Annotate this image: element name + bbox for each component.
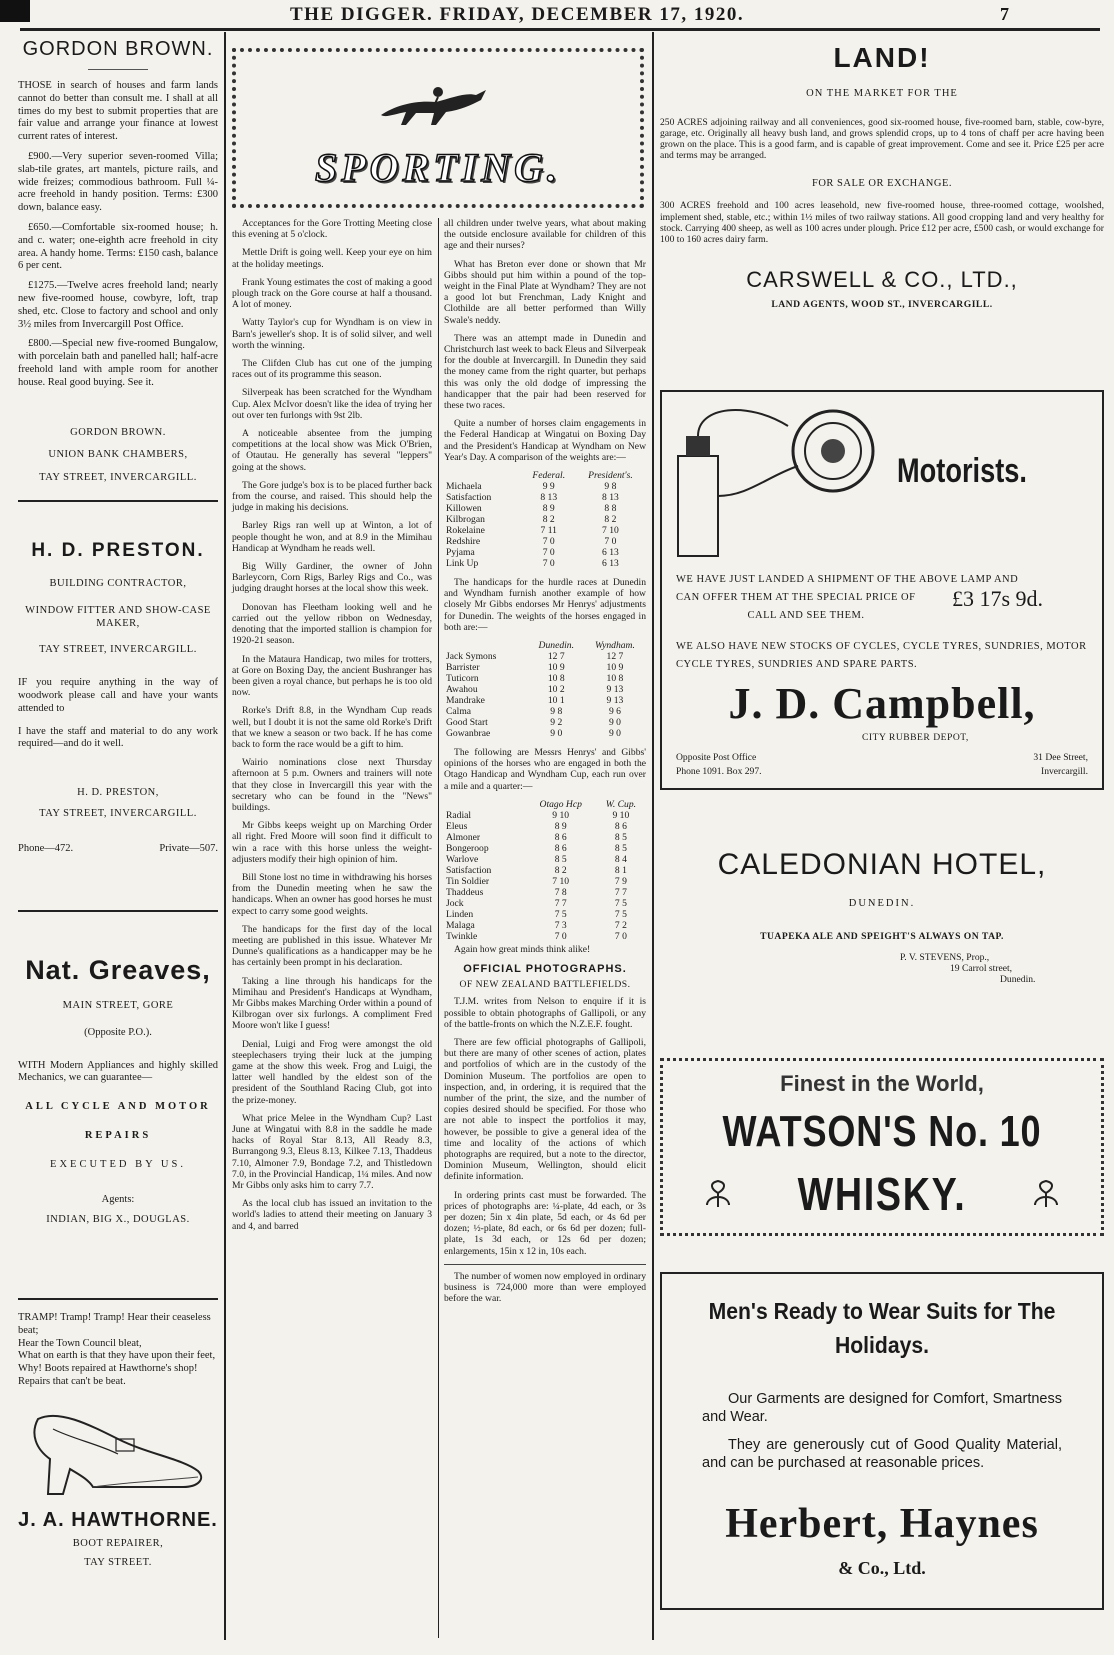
campbell-right1: 31 Dee Street, [1033,752,1088,763]
thistle-icon [703,1179,733,1209]
photographs-p1: T.J.M. writes from Nelson to enquire if it is possible to obtain photographs of Gallipoli, or any of the battle-fronts on which the N.Z.E.F. fought. [444,996,646,1030]
gordon-item-3: £1275.—Twelve acres freehold land; nearly new five-roomed house, cowbyre, loft, trap shed, etc. Close to factory and school and only 3½ miles from Invercargill Post Office. [18,280,218,330]
t1-header-0 [444,470,523,481]
caledonian-prop1: P. V. STEVENS, Prop., [900,952,990,963]
hawthorne-heading: J. A. HAWTHORNE. [18,1508,218,1531]
table-row: Pyjama 7 0 6 13 [446,547,619,559]
sporting-banner [232,48,644,208]
watsons-ad [660,1058,1104,1236]
sporting-par-12: In the Mataura Handicap, two miles for trotters, at Gore on Boxing Day, the ancient Bushranger has been given a royal chance, but perhaps he is too old now. [232,653,432,699]
preston-private: Private—507. [159,842,218,854]
sporting-par-3: Frank Young estimates the cost of making a good plough track on the Gore course at half a thousand. A lot of money. [232,276,432,311]
caledonian-city: DUNEDIN. [848,898,916,909]
table-row: Malaga 7 3 7 2 [446,919,627,931]
t1-header-1: Federal. [532,470,566,482]
t2-header-0 [444,640,529,651]
gordon-item-1: £900.—Very superior seven-roomed Villa; slab-tile grates, art mantels, picture rails, and wide freizes; commodious bathroom. Full ¼-acre freehold in handy position. Terms: £300 down, balance easy. [18,150,218,214]
land-subheading: ON THE MARKET FOR THE [806,88,958,99]
hawthorne-verse-4: Why! Boots repaired at Hawthorne's shop! [18,1363,198,1375]
gordon-sign-addr2: TAY STREET, INVERCARGILL. [39,472,197,484]
campbell-price: £3 17s 9d. [952,586,1044,611]
carswell-heading: CARSWELL & CO., LTD., [746,267,1018,293]
table-row: Twinkle 7 0 7 0 [446,930,627,942]
table-row: Rokelaine 7 11 7 10 [446,525,619,537]
preston-phone: Phone—472. [18,842,74,854]
greaves-line7: INDIAN, BIG X., DOUGLAS. [46,1214,190,1226]
horse-racing-icon [376,80,496,130]
weights-table-1 [444,470,646,569]
greaves-line4: REPAIRS [84,1129,152,1141]
photographs-subheading: OF NEW ZEALAND BATTLEFIELDS. [459,979,631,991]
t2-header-2: Wyndham. [594,640,635,652]
sporting-par-19: Denial, Luigi and Frog were amongst the old steeplechasers trying their luck at the jumping game at the show this week. Frog and Luigi, the latter well handled by the eldest son of the president of the Southland Racing Club, got into the prize-money. [232,1038,432,1106]
campbell-right2: Invercargill. [1041,766,1088,777]
sporting-par-21: As the local club has issued an invitation to the world's ladies to attend their meeting on January 3 and 4, and barred [232,1198,432,1232]
thistle-icon [1031,1179,1061,1209]
haynes-name: Herbert, Haynes [725,1501,1039,1547]
page-number: 7 [1000,4,1009,24]
table-row: Good Start 9 2 9 0 [446,717,621,729]
table-row: Awahou 10 2 9 13 [446,684,624,696]
gordon-brown-heading: GORDON BROWN. [22,38,214,60]
land-p2: 300 ACRES freehold and 100 acres leasehold, new five-roomed house, three-roomed cottage, woolshed, implement shed, stable, etc.; within 1½ miles of two railway stations. All good cropping land and very healthy for stock. Carrying 400 sheep, as well as 100 acres under plough. Price £12 per acre, £500 cash, or would exchange for 100 to 160 acres dairy farm. [660,200,1104,246]
table-row: Redshire 7 0 7 0 [446,536,617,548]
campbell-l2: CAN OFFER THEM AT THE SPECIAL PRICE OF [676,592,916,603]
t3-header-2: W. Cup. [605,798,637,810]
column-rule-2 [652,32,654,1640]
watsons-top: Finest in the World, [780,1071,984,1096]
greaves-line1: MAIN STREET, GORE [62,1000,174,1011]
caledonian-prop3: Dunedin. [1000,974,1036,986]
women-employed-note: The number of women now employed in ordinary business is 724,000 more than were employed before the war. [444,1270,646,1305]
photographs-p3: In ordering prints cast must be forwarded. The prices of photographs are: ¼-plate, 4d each, or 3s per dozen; 5in x 4in plate, 5d each, or 4s 6d per dozen; ½-plate, 8d each, or 6s 6d per dozen; full-plate, 1s 3d each, or 12s 6d per dozen; enlargements, 15in x 12 in, 10s each. [444,1189,646,1257]
table-row: Bongeroop 8 6 8 5 [446,842,627,854]
watsons-bot: WHISKY. [797,1168,967,1220]
gordon-item-4: £800.—Special new five-roomed Bungalow, with porcelain bath and panelled hall; half-acre freehold land with ample room for another house. Real good buying. See it. [18,338,218,388]
shoe-illustration [18,1399,218,1499]
table-row: Gowanbrae 9 0 9 0 [446,728,621,740]
preston-line2: WINDOW FITTER AND SHOW-CASE MAKER, [25,604,211,629]
sporting-par-11: Donovan has Fleetham looking well and he carried out the yellow ribbon on Wednesday, denoting that the imported stallion is champion for 1920-21 season. [232,601,432,647]
caledonian-line: TUAPEKA ALE AND SPEIGHT'S ALWAYS ON TAP. [760,930,1004,942]
sporting-b-p7: Again how great minds think alike! [454,943,591,955]
hawthorne-verse-5: Repairs that can't be beat. [18,1375,126,1387]
table-row: Eleus 8 9 8 6 [446,820,627,832]
preston-line3: TAY STREET, INVERCARGILL. [39,644,197,656]
land-subheading-2: FOR SALE OR EXCHANGE. [811,177,952,189]
campbell-left1: Opposite Post Office [676,752,757,763]
caledonian-prop2: 19 Carrol street, [950,963,1013,975]
sporting-par-9: Barley Rigs ran well up at Winton, a lot of people thought he won, and at 8.9 in the Mimihau Handicap at Wyndham he reads well. [232,520,432,554]
sporting-column-b [444,218,646,1311]
table-row: Almoner 8 6 8 5 [446,831,627,843]
sporting-par-8: The Gore judge's box is to be placed further back from the course, and raised. This should help the judge in making his decisions. [232,479,432,514]
haynes-p2: They are generously cut of Good Quality Material, and can be purchased at reasonable prices. [702,1437,1062,1471]
sporting-par-16: Bill Stone lost no time in withdrawing his horses from the Dunedin meeting when he saw the handicaps. When an owner has good horses he must expect to carry some good weights. [232,871,432,917]
sporting-par-15: Mr Gibbs keeps weight up on Marching Order all right. Fred Moore will soon find it difficult to win a race with this horse unless the weight-adjusters modify their high opinion of him. [232,820,432,865]
sporting-b-p5: The handicaps for the hurdle races at Dunedin and Wyndham furnish another example of how closely Mr Gibbs endorses Mr Henrys' adjustments for Dunedin. The weights of the horses engaged in both are:— [444,577,646,633]
sporting-par-18: Taking a line through his handicaps for the Mimihau and President's Handicaps at Wyndham, Mr Gibbs makes Marching Order within a pound of Kilbrogan over six furlongs. A compliment Fred Moore won't like I guess! [232,975,432,1032]
caledonian-heading: CALEDONIAN HOTEL, [717,848,1047,881]
masthead-rule [20,28,1100,31]
haynes-sub: & Co., Ltd. [838,1558,926,1578]
sporting-par-4: Watty Taylor's cup for Wyndham is on view in Barn's jeweller's shop. It is of solid silver, and well worth the winning. [232,317,432,351]
land-heading: LAND! [833,42,931,73]
campbell-l4: WE ALSO HAVE NEW STOCKS OF CYCLES, CYCLE TYRES, SUNDRIES, MOTOR CYCLE TYRES, SUNDRIES AND SPARE PARTS. [676,641,1087,670]
greaves-ad [18,955,218,1227]
gordon-intro: THOSE in search of houses and farm lands cannot do better than consult me. I shall at all times do my best to submit properties that are fair value and arrange your finance at lowest current rates of interest. [18,80,218,143]
land-p1: 250 ACRES adjoining railway and all conveniences, good six-roomed house, five-roomed barn, stable, cow-byre, garage, etc. Originally all heavy bush land, and grows splendid crops, up to 4 tons of chaff per acre having been grown on the place. This is a good farm, and is capable of great improvement. Come and see it. Price £25 per acre and terms may be arranged. [660,116,1104,162]
sporting-b-p2: What has Breton ever done or shown that Mr Gibbs should put him within a pound of the top-weight in the Final Plate at Wyndham? They are not a good lot but Frenchman, Lady Knight and Clothilde are all better performed than Willy Swale's neddy. [444,258,646,326]
sporting-column-a [232,218,432,1239]
t3-header-0 [444,799,526,810]
campbell-l3: CALL AND SEE THEM. [747,610,865,621]
sporting-b-p3: There was an attempt made in Dunedin and Christchurch last week to back Eleus and Silverpeak for the double at Invercargill. In Dunedin they said the money came from the right quarter, but perhaps this was only the old dodge of impressing the handicapper that the pair had been reserved for these two races. [444,332,646,412]
sporting-title: SPORTING. [314,145,562,190]
sporting-inner-rule [438,218,439,1638]
table-row: Tin Soldier 7 10 7 9 [446,875,627,887]
table-row: Radial 9 10 9 10 [446,809,630,821]
column-rule-1 [224,32,226,1640]
sporting-par-7: A noticeable absentee from the jumping competitions at the local show was Mick O'Brien, of Otautau. He generally has several "leppers" going at the shows. [232,428,432,473]
hawthorne-line1: BOOT REPAIRER, [72,1537,164,1549]
campbell-l1: WE HAVE JUST LANDED A SHIPMENT OF THE ABOVE LAMP AND [676,574,1019,585]
corner-mark [0,0,30,22]
table-row: Linden 7 5 7 5 [446,908,627,920]
masthead [0,0,1114,28]
gordon-item-2: £650.—Comfortable six-roomed house; h. and c. water; one-eighth acre freehold in city area. A handy home. Terms: £150 cash, balance 6 per cent. [18,221,218,272]
greaves-line3: ALL CYCLE AND MOTOR [25,1101,211,1113]
t1-header-2: President's. [588,470,633,482]
campbell-left2: Phone 1091. Box 297. [676,766,762,777]
table-row: Barrister 10 9 10 9 [446,662,624,674]
table-row: Warlove 8 5 8 4 [446,853,627,865]
sporting-par-2: Mettle Drift is going well. Keep your eye on him at the holiday meetings. [232,247,432,270]
sporting-par-5: The Clifden Club has cut one of the jumping races out of its programme this season. [232,358,432,381]
table-row: Calma 9 8 9 6 [446,706,621,718]
caledonian-ad [660,848,1104,986]
table-row: Killowen 8 9 8 8 [446,503,617,515]
photographs-p2: There are few official photographs of Gallipoli, but there are many of other scenes of action, plates and portfolios of which are in the custody of the Dominion Museum. The portfolios are open to inspection, and, in ordering, it is required that the number of the print, the size, and the number of copies desired should be specified. For those who are not able to inspect the portfolios it may, however, be possible to give a general idea of the time and locality of the actions of which photographs are required, but a note to the director, Dominion Museum, Wellington, should elicit definite information. [444,1036,646,1183]
sporting-b-intro: all children under twelve years, what about making the outside enclosure available for children of this age and their nurses? [444,218,646,252]
preston-sign-name: H. D. PRESTON, [77,787,159,799]
table-row: Satisfaction 8 2 8 1 [446,864,627,876]
sporting-par-20: What price Melee in the Wyndham Cup? Last June at Wingatui with 8.8 in the saddle he made hacks of Royal Star 8.13, All Ready 8.3, Burrangong 9.3, Eleus 8.13, Kilkee 7.13, Thaddeus 7.10, Almoner 7.9, Bondage 7.2, and Thistledown 7.0, in the Provincial Handicap, 1¼ miles. And now Mr Gibbs only asks him to carry 7.7. [232,1112,432,1192]
hawthorne-verse-2: Hear the Town Council bleat, [18,1337,142,1349]
sporting-par-1: Acceptances for the Gore Trotting Meeting close this evening at 5 o'clock. [232,218,432,241]
greaves-line2: (Opposite P.O.). [84,1026,152,1038]
weights-table-2 [444,640,646,739]
preston-heading: H. D. PRESTON. [31,540,205,561]
table-row: Jack Symons 12 7 12 7 [446,651,624,663]
sporting-par-13: Rorke's Drift 8.8, in the Wyndham Cup reads well, but I doubt it is not the same old Rorke's Drift that we knew a season or two back. If he has come back to form the race would be a gift to him. [232,705,432,750]
t2-header-1: Dunedin. [538,640,574,652]
sporting-par-14: Wairio nominations close next Thursday afternoon at 5 p.m. Owners and trainers will note that they close in Invercargill this year with the secretary who can be found in the "News" buildings. [232,757,432,813]
hawthorne-line2: TAY STREET. [84,1556,152,1568]
sporting-b-p6: The following are Messrs Henrys' and Gibbs' opinions of the horses who are engaged in both the Otago Handicap and Wyndham Cup, each run over a mile and a quarter:— [444,747,646,792]
table-row: Link Up 7 0 6 13 [446,558,619,570]
photographs-heading: OFFICIAL PHOTOGRAPHS. [463,963,627,976]
campbell-ad [660,390,1104,790]
motorists-heading: Motorists. [897,452,1027,490]
sporting-b-p4: Quite a number of horses claim engagements in the Federal Handicap at Wingatui on Boxing Day and the President's Handicap at Wyndham on New Year's Day. A comparison of the weights are:— [444,418,646,463]
campbell-sub: CITY RUBBER DEPOT, [862,732,969,743]
preston-sign-addr: TAY STREET, INVERCARGILL. [39,807,197,819]
table-row: Kilbrogan 8 2 8 2 [446,514,617,526]
preston-line1: BUILDING CONTRACTOR, [49,578,187,589]
weights-table-3 [444,799,646,942]
carswell-subheading: LAND AGENTS, WOOD ST., INVERCARGILL. [771,299,993,311]
table-row: Michaela 9 9 9 8 [446,481,617,493]
sporting-par-10: Big Willy Gardiner, the owner of John Barleycorn, Corn Rigs, Barley Rigs and Co., was judging draught horses at the local show this week. [232,561,432,595]
sporting-par-17: The handicaps for the first day of the local meeting are published in this issue. Whatever Mr Dunne's qualifications as a handicapper may be he has certainly been prompt in his declaration. [232,923,432,969]
greaves-line6: Agents: [101,1193,135,1205]
preston-body2: I have the staff and material to do any work required—and do it well. [18,725,218,750]
preston-body1: IF you require anything in the way of woodwork please call and have your wants attended to [18,677,218,714]
greaves-body: WITH Modern Appliances and highly skilled Mechanics, we can guarantee— [18,1059,218,1084]
masthead-title: THE DIGGER. FRIDAY, DECEMBER 17, 1920. [290,4,745,25]
table-row: Thaddeus 7 8 7 7 [446,886,627,898]
table-row: Jock 7 7 7 5 [446,897,627,909]
table-row: Mandrake 10 1 9 13 [446,695,624,707]
watsons-mid: WATSON'S No. 10 [722,1107,1042,1156]
preston-phones [18,843,218,856]
gordon-brown-ad [18,38,218,485]
haynes-ad [660,1272,1104,1610]
sporting-par-6: Silverpeak has been scratched for the Wyndham Cup. Alex McIvor doesn't like the idea of trying her out over ten furlongs with 9st 2lb. [232,387,432,421]
preston-ad [18,540,218,856]
table-row: Satisfaction 8 13 8 13 [446,492,619,504]
t3-header-1: Otago Hcp [539,798,582,810]
hawthorne-verse-3: What on earth is that they have upon their feet, [18,1350,216,1362]
gordon-sign-addr1: UNION BANK CHAMBERS, [48,449,188,461]
campbell-name: J. D. Campbell, [728,679,1036,728]
motor-lamp-illustration [668,396,878,566]
hawthorne-ad [18,1312,218,1569]
land-ad [660,42,1104,310]
haynes-title: Men's Ready to Wear Suits for The Holidays. [708,1298,1056,1358]
greaves-line5: EXECUTED BY US. [50,1158,186,1170]
table-row: Tuticorn 10 8 10 8 [446,673,624,685]
greaves-heading: Nat. Greaves, [25,955,211,985]
gordon-sign-name: GORDON BROWN. [70,426,166,438]
haynes-p1: Our Garments are designed for Comfort, Smartness and Wear. [702,1391,1062,1425]
hawthorne-verse-1: TRAMP! Tramp! Tramp! Hear their ceaseless beat; [18,1312,211,1336]
